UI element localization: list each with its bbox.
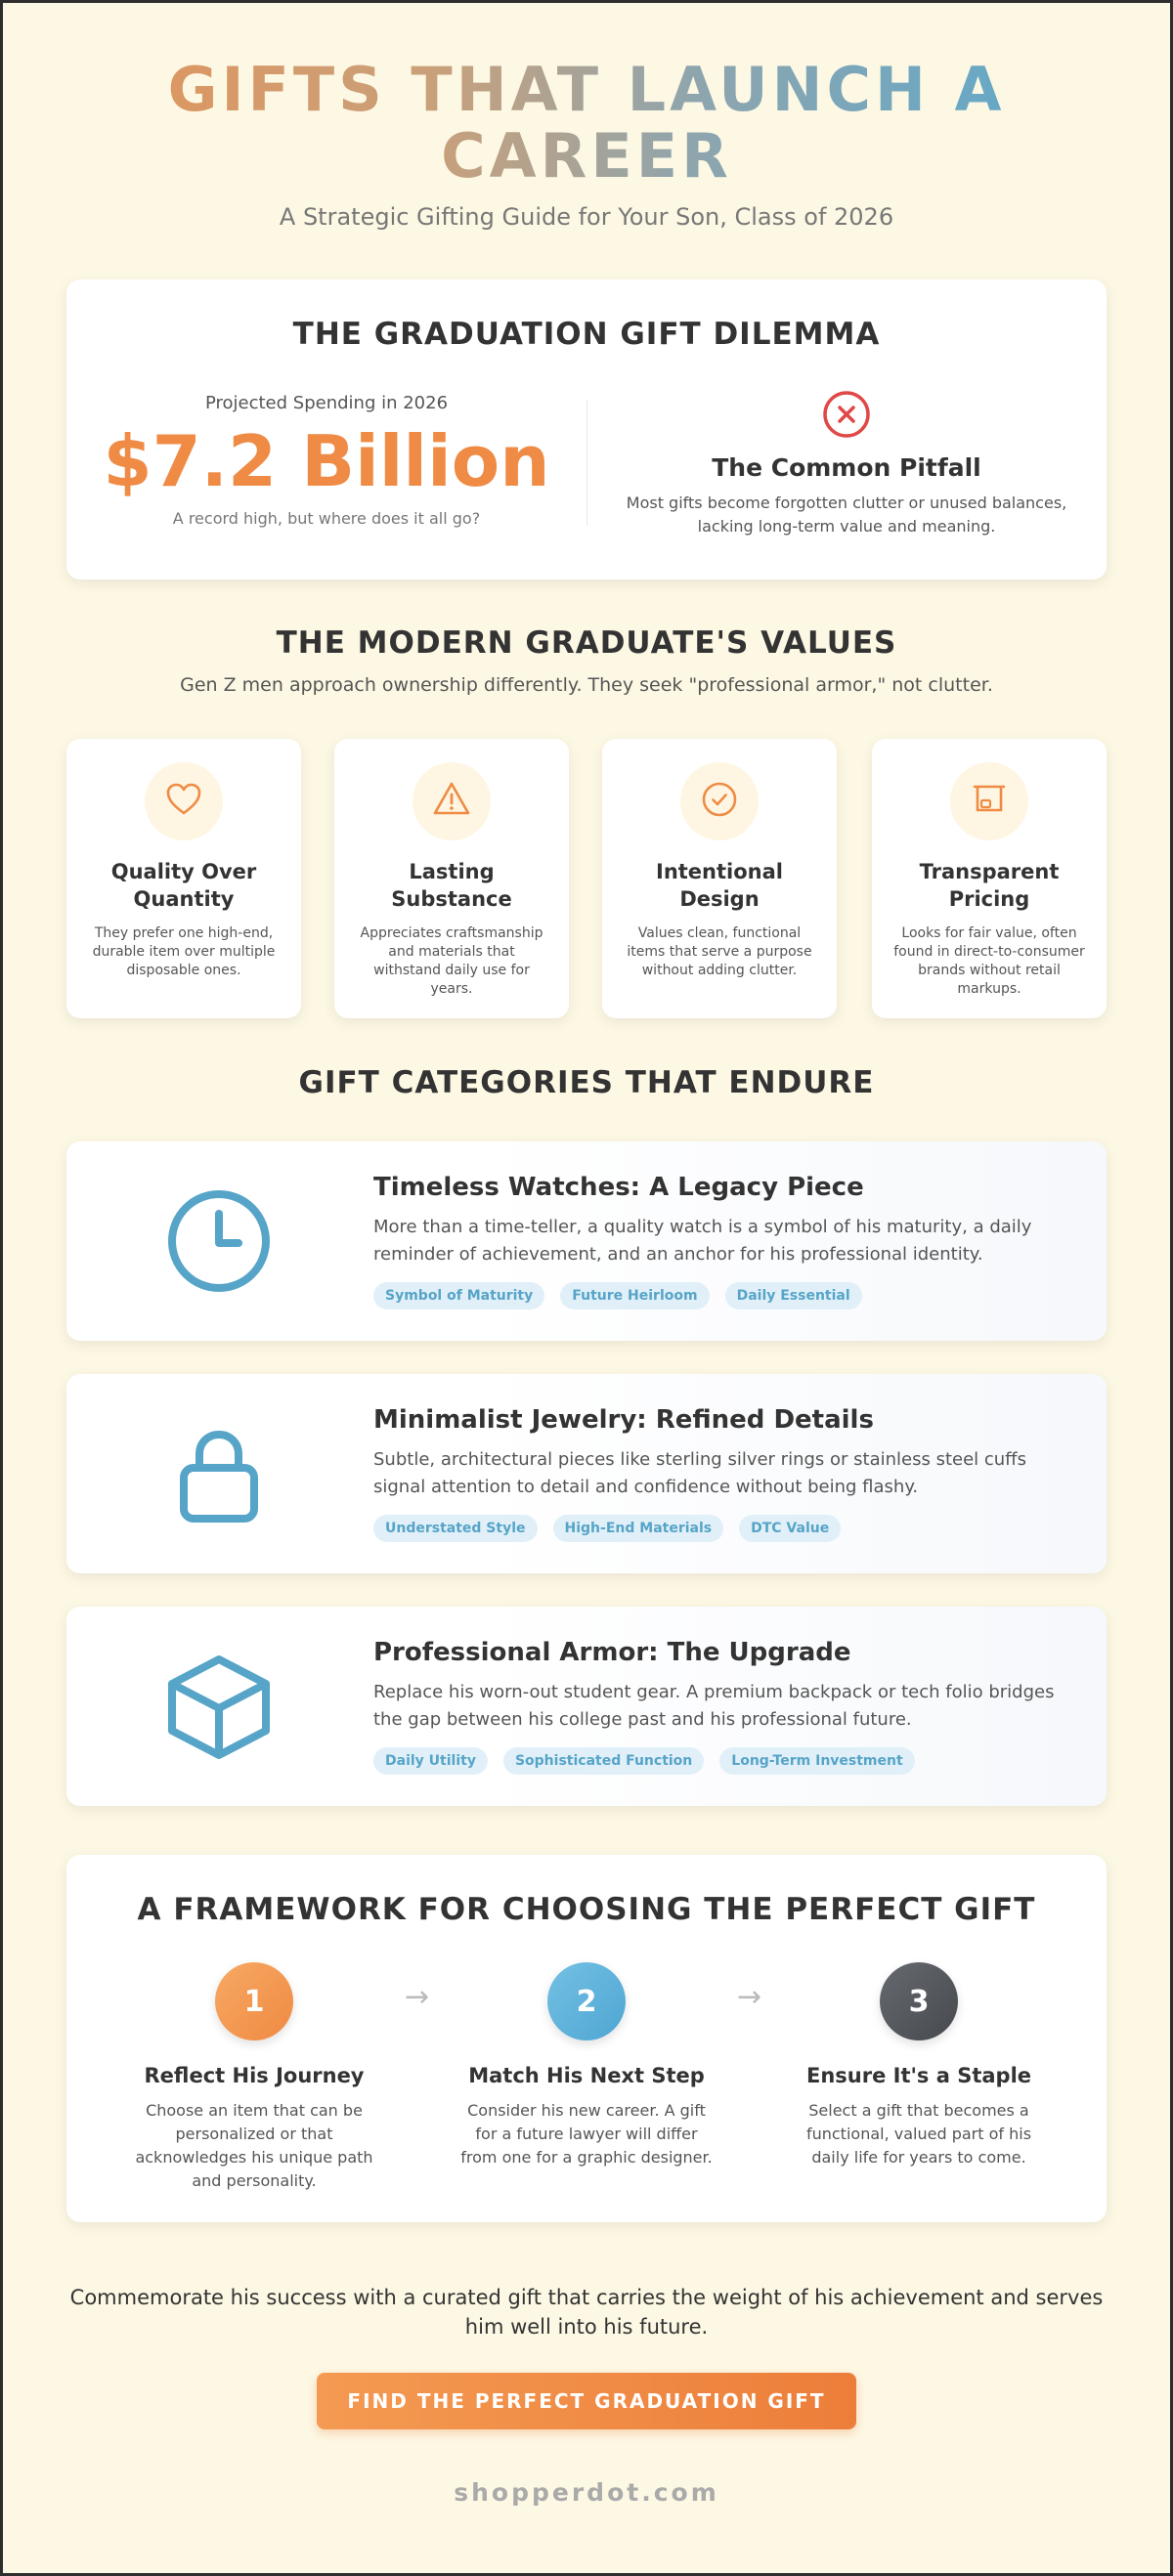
tag: Long-Term Investment	[719, 1747, 914, 1775]
pitfall-title: The Common Pitfall	[712, 453, 981, 482]
value-text: They prefer one high-end, durable item over multiple disposable ones.	[92, 925, 276, 978]
check-circle-icon	[699, 779, 740, 824]
box-icon	[164, 1652, 274, 1761]
value-text: Values clean, functional items that serve a purpose without adding clutter.	[627, 925, 812, 978]
x-circle-icon	[821, 389, 872, 440]
value-card-quality	[66, 739, 301, 1018]
pitfall-text: Most gifts become forgotten clutter or unused balances, lacking long-term value and meaning.	[626, 494, 1067, 536]
step-staple	[772, 1962, 1065, 2169]
tag: Daily Utility	[373, 1747, 488, 1775]
step-title: Reflect His Journey	[144, 2064, 365, 2087]
step-title: Match His Next Step	[468, 2064, 705, 2087]
value-card-substance	[334, 739, 569, 1018]
title-line-2: CAREER	[441, 120, 732, 192]
tag: Symbol of Maturity	[373, 1282, 544, 1309]
value-card-pricing	[872, 739, 1107, 1018]
arrow-icon: →	[405, 1980, 430, 2014]
page-title	[66, 54, 1107, 192]
value-title: Lasting Substance	[391, 860, 512, 911]
value-card-design	[602, 739, 837, 1018]
dilemma-title: THE GRADUATION GIFT DILEMMA	[292, 317, 881, 352]
closing-text: Commemorate his success with a curated gift that carries the weight of his achievement and serves him well into his future.	[69, 2286, 1104, 2339]
dilemma-card	[66, 279, 1107, 580]
category-title: Minimalist Jewelry: Refined Details	[373, 1405, 874, 1435]
brand-logo-text: shopperdot.com	[454, 2478, 719, 2507]
hero	[66, 54, 1107, 231]
framework-card	[66, 1855, 1107, 2222]
spending-stat	[66, 393, 586, 528]
category-text: Subtle, architectural pieces like sterling silver rings or stainless steel cuffs signal attention to detail and confidence without being flashy.	[373, 1449, 1026, 1497]
stat-value: $7.2 Billion	[103, 420, 550, 502]
tag: High-End Materials	[553, 1515, 724, 1542]
framework-title: A FRAMEWORK FOR CHOOSING THE PERFECT GIFT	[137, 1892, 1036, 1927]
pitfall	[614, 389, 1079, 538]
stat-note: A record high, but where does it all go?	[172, 509, 481, 528]
clock-icon	[164, 1186, 274, 1296]
values-header	[66, 625, 1107, 696]
arrow-icon: →	[737, 1980, 762, 2014]
category-text: Replace his worn-out student gear. A premium backpack or tech folio bridges the gap between his college past and his professional future.	[373, 1682, 1055, 1730]
tag-list	[373, 1515, 841, 1542]
categories-title: GIFT CATEGORIES THAT ENDURE	[298, 1065, 875, 1100]
page-subtitle: A Strategic Gifting Guide for Your Son, Class of 2026	[279, 203, 894, 231]
step-title: Ensure It's a Staple	[805, 2064, 1032, 2087]
find-gift-button[interactable]: FIND THE PERFECT GRADUATION GIFT	[317, 2373, 856, 2429]
value-title: Transparent Pricing	[919, 860, 1060, 911]
heart-icon	[163, 779, 204, 824]
category-card-jewelry	[66, 1374, 1107, 1573]
category-card-watches	[66, 1141, 1107, 1341]
price-tag-icon	[968, 778, 1011, 825]
icon-circle	[950, 762, 1028, 840]
step-number: 3	[880, 1962, 958, 2040]
step-match	[440, 1962, 733, 2169]
category-card-armor	[66, 1607, 1107, 1806]
category-text: More than a time-teller, a quality watch is a symbol of his maturity, a daily reminder of achievement, and an anchor for his professional identity.	[373, 1217, 1032, 1265]
title-line-1: GIFTS THAT LAUNCH A	[167, 54, 1006, 125]
value-text: Appreciates craftsmanship and materials that withstand daily use for years.	[360, 925, 543, 997]
values-description: Gen Z men approach ownership differently. They seek "professional armor," not clutter.	[180, 674, 993, 696]
values-title: THE MODERN GRADUATE'S VALUES	[276, 625, 897, 661]
value-title: Intentional Design	[656, 860, 783, 911]
step-text: Select a gift that becomes a functional, valued part of his daily life for years to come.	[805, 2101, 1032, 2167]
step-number: 1	[215, 1962, 293, 2040]
icon-circle	[145, 762, 223, 840]
tag-list	[373, 1747, 915, 1775]
tag: Sophisticated Function	[503, 1747, 704, 1775]
lock-icon	[164, 1419, 274, 1528]
step-number: 2	[547, 1962, 626, 2040]
tag-list	[373, 1282, 862, 1309]
tag: Future Heirloom	[560, 1282, 709, 1309]
tag: DTC Value	[739, 1515, 841, 1542]
tag: Daily Essential	[725, 1282, 862, 1309]
step-text: Consider his new career. A gift for a future lawyer will differ from one for a graphic designer.	[460, 2101, 713, 2167]
tag: Understated Style	[373, 1515, 538, 1542]
category-title: Professional Armor: The Upgrade	[373, 1638, 851, 1667]
stat-label: Projected Spending in 2026	[204, 393, 449, 413]
step-text: Choose an item that can be personalized or that acknowledges his unique path and personality.	[135, 2101, 373, 2190]
icon-circle	[413, 762, 491, 840]
step-reflect	[108, 1962, 401, 2193]
value-title: Quality Over Quantity	[110, 860, 257, 911]
value-text: Looks for fair value, often found in direct-to-consumer brands without retail markups.	[893, 925, 1085, 997]
icon-circle	[680, 762, 759, 840]
divider	[586, 401, 587, 526]
category-title: Timeless Watches: A Legacy Piece	[373, 1173, 864, 1202]
warning-icon	[430, 778, 473, 825]
